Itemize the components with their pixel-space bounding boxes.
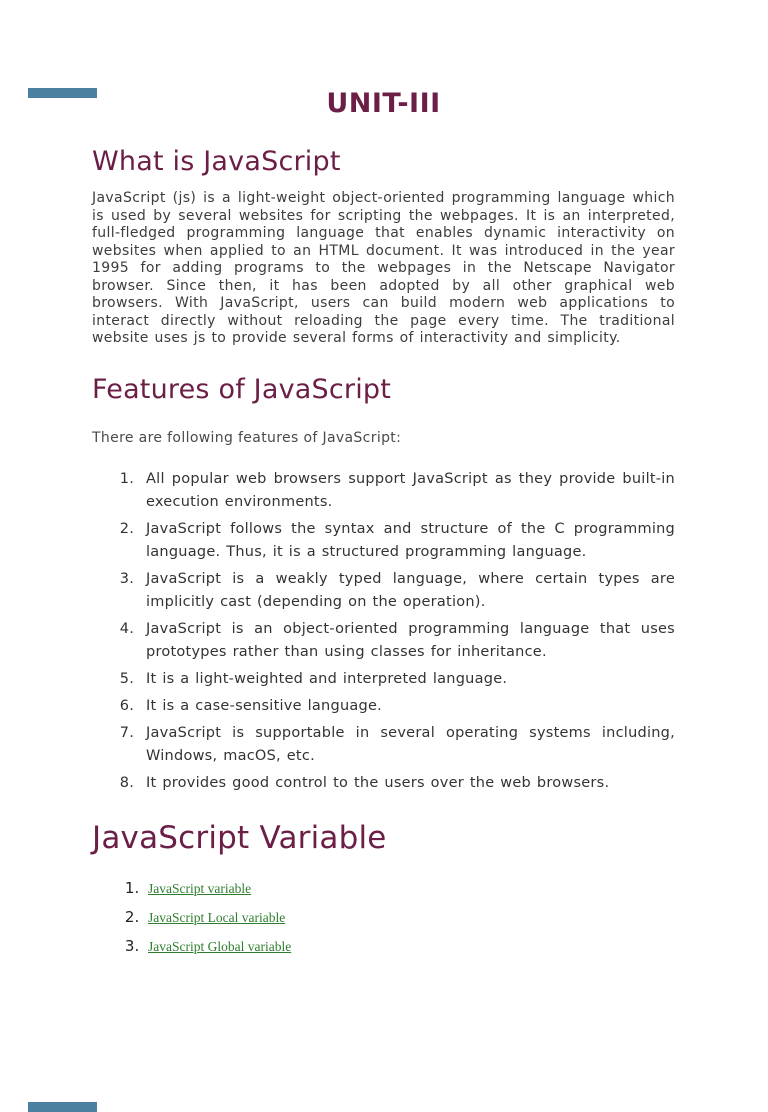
variable-links-list [92, 879, 675, 955]
feature-item: 6. It is a case-sensitive language. [140, 695, 675, 718]
list-item [144, 937, 675, 955]
features-intro-text: There are following features of JavaScript: [92, 429, 402, 446]
feature-item: 5. It is a light-weighted and interpreted language. [140, 668, 675, 691]
feature-item: 8. It provides good control to the users over the web browsers. [140, 772, 675, 795]
document-title: UNIT-III [326, 88, 441, 119]
feature-item: 7. JavaScript is supportable in several operating systems including, Windows, macOS, etc. [140, 722, 675, 768]
feature-item: 3. JavaScript is a weakly typed language, where certain types are implicitly cast (depending on the operation). [140, 568, 675, 614]
feature-item: 1. All popular web browsers support JavaScript as they provide built-in execution environments. [140, 468, 675, 514]
javascript-local-variable-link[interactable]: JavaScript Local variable [148, 909, 286, 925]
what-is-javascript-paragraph: JavaScript (js) is a light-weight object-oriented programming language which is used by several websites for scripting the webpages. It is an interpreted, full-fledged programming language that enables dynamic interactivity on websites when applied to an HTML document. It was introduced in the year 1995 for adding programs to the webpages in the Netscape Navigator browser. Since then, it has been adopted by all other graphical web browsers. With JavaScript, users can build modern web applications to interact directly without reloading the page every time. The traditional website uses js to provide several forms of interactivity and simplicity. [92, 190, 675, 346]
list-item [144, 908, 675, 926]
list-item [144, 879, 675, 897]
javascript-variable-link[interactable]: JavaScript variable [148, 880, 252, 896]
feature-item: 4. JavaScript is an object-oriented programming language that uses prototypes rather than using classes for inheritance. [140, 618, 675, 664]
javascript-global-variable-link[interactable]: JavaScript Global variable [148, 938, 292, 954]
section-heading-what-is-javascript: What is JavaScript [92, 146, 341, 177]
adjacent-page-edge-bottom [28, 1102, 97, 1112]
features-list [92, 468, 675, 795]
feature-item: 2. JavaScript follows the syntax and structure of the C programming language. Thus, it is a structured programming language. [140, 518, 675, 564]
adjacent-page-edge-top [28, 88, 97, 98]
section-heading-features: Features of JavaScript [92, 373, 392, 405]
section-heading-javascript-variable: JavaScript Variable [92, 819, 387, 856]
document-page [0, 88, 768, 955]
